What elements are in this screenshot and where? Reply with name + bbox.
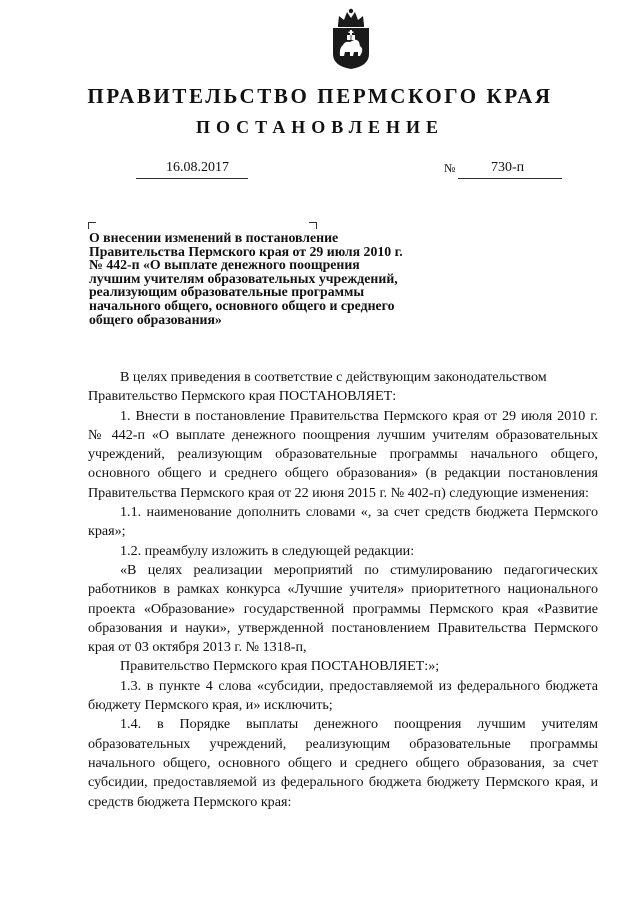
body-paragraph: Правительство Пермского края ПОСТАНОВЛЯЕТ:»; (120, 658, 440, 675)
subject-corner-right (309, 222, 317, 229)
document-number: 730-п (491, 160, 525, 175)
document-body (88, 368, 598, 812)
government-title: ПРАВИТЕЛЬСТВО ПЕРМСКОГО КРАЯ (87, 84, 553, 108)
body-paragraph: 1.3. в пункте 4 слова «субсидии, предоставляемой из федерального бюджета бюджету Пермского края, и» исключить; (88, 677, 598, 714)
body-paragraph: Правительство Пермского края ПОСТАНОВЛЯЕТ: (88, 388, 397, 405)
body-paragraph: В целях приведения в соответствие с действующим законодательством (120, 369, 547, 385)
body-paragraph: 1. Внести в постановление Правительства Пермского края от 29 июля 2010 г. № 442-п «О выплате денежного поощрения лучшим учителям образовательных учреждений, реализующим образовательные программы начального общего, основного общего и среднего общего образования» (в редакции постановления Правительства Пермского края от 22 июня 2015 г. № 402-п) следующие изменения: (88, 407, 598, 501)
document-date-field (136, 160, 248, 179)
document-number-field (458, 160, 562, 179)
body-paragraph: «В целях реализации мероприятий по стимулированию педагогических работников в рамках конкурса «Лучшие учителя» приоритетного национального проекта «Образование» государственной программы Пермского края «Развитие образования и науки», утвержденной постановлением Правительства Пермского края от 03 октября 2013 г. № 1318-п, (88, 561, 598, 656)
body-paragraph: 1.2. преамбулу изложить в следующей редакции: (120, 542, 415, 559)
document-date: 16.08.2017 (166, 160, 229, 175)
body-paragraph: 1.4. в Порядке выплаты денежного поощрения лучшим учителям образовательных учреждений, реализующим образовательные программы начального общего, основного общего и среднего общего образования, за счет субсидии, предоставляемой из федерального бюджета бюджету Пермского края, и средств бюджета Пермского края: (88, 716, 598, 810)
perm-krai-coat-of-arms-icon (329, 8, 373, 70)
number-sign: № (444, 161, 456, 175)
body-paragraph: 1.1. наименование дополнить словами «, за счет средств бюджета Пермского края»; (88, 504, 598, 540)
subject-corner-left (88, 222, 96, 229)
document-subject: О внесении изменений в постановление Правительства Пермского края от 29 июля 2010 г. № 442-п «О выплате денежного поощрения лучшим учителям образовательных учреждений, реализующим образовательные программы начального общего, основного общего и среднего общего образования» (89, 230, 403, 327)
document-type: ПОСТАНОВЛЕНИЕ (195, 117, 445, 137)
